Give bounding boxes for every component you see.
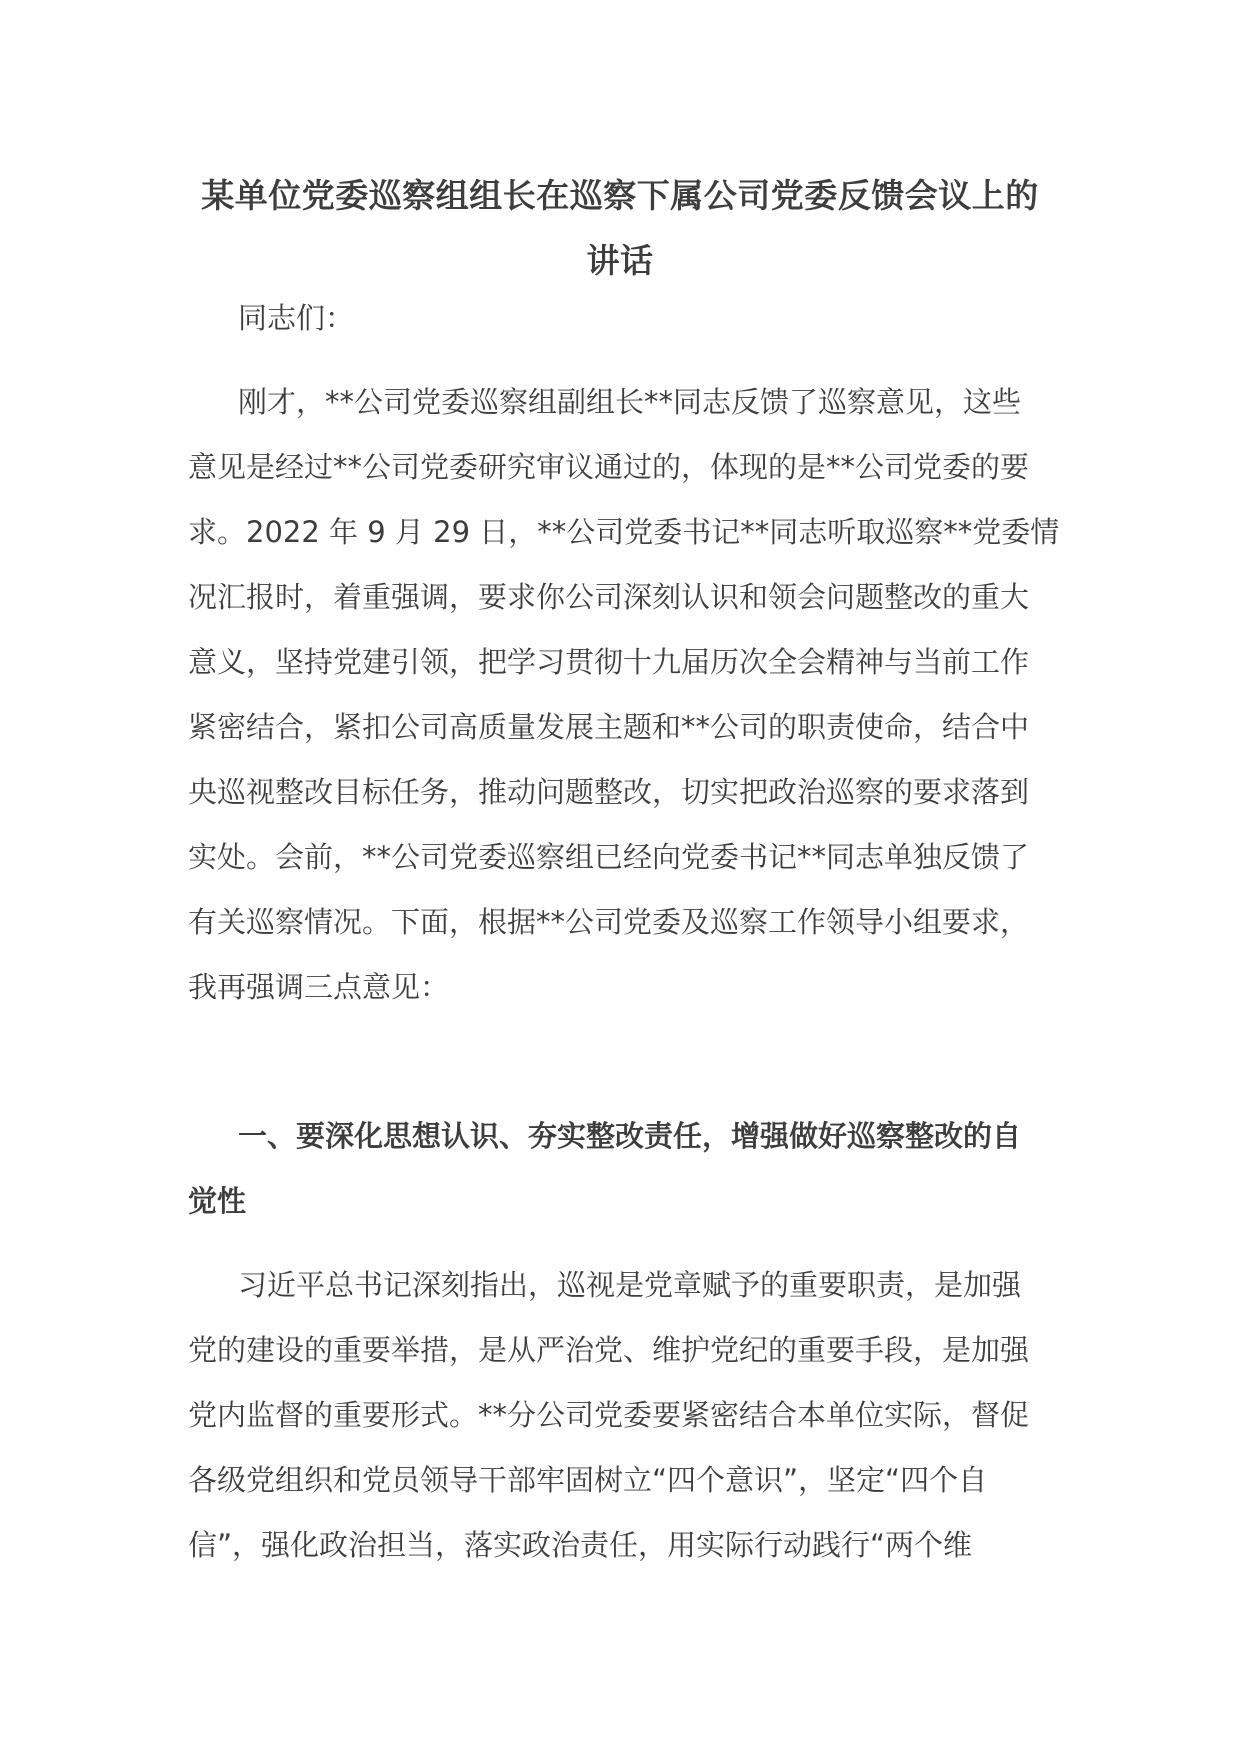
heading-line: 觉性 xyxy=(188,1184,247,1218)
section-heading-1 xyxy=(188,1104,1068,1234)
paragraph-2 xyxy=(188,1253,1068,1578)
paragraph-line: 刚才，**公司党委巡察组副组长**同志反馈了巡察意见，这些 xyxy=(238,385,1022,419)
salutation-text: 同志们： xyxy=(238,301,355,335)
paragraph-line: 意见是经过**公司党委研究审议通过的，体现的是**公司党委的要 xyxy=(188,450,1030,484)
paragraph-line: 信”，强化政治担当，落实政治责任，用实际行动践行“两个维 xyxy=(188,1528,973,1562)
paragraph-line: 求。2022 年 9 月 29 日，**公司党委书记**同志听取巡察**党委情 xyxy=(188,515,1060,549)
paragraph-line: 习近平总书记深刻指出，巡视是党章赋予的重要职责，是加强 xyxy=(238,1268,1022,1302)
paragraph-line: 实处。会前，**公司党委巡察组已经向党委书记**同志单独反馈了 xyxy=(188,840,1030,874)
paragraph-line: 党的建设的重要举措，是从严治党、维护党纪的重要手段，是加强 xyxy=(188,1333,1030,1367)
document-title xyxy=(180,163,1060,293)
paragraph-line: 有关巡察情况。下面，根据**公司党委及巡察工作领导小组要求， xyxy=(188,905,1030,939)
salutation xyxy=(188,286,1068,351)
paragraph-line: 况汇报时，着重强调，要求你公司深刻认识和领会问题整改的重大 xyxy=(188,580,1030,614)
paragraph-line: 央巡视整改目标任务，推动问题整改，切实把政治巡察的要求落到 xyxy=(188,775,1030,809)
paragraph-line: 紧密结合，紧扣公司高质量发展主题和**公司的职责使命，结合中 xyxy=(188,710,1030,744)
paragraph-line: 意义，坚持党建引领，把学习贯彻十九届历次全会精神与当前工作 xyxy=(188,645,1030,679)
title-line-1: 某单位党委巡察组组长在巡察下属公司党委反馈会议上的 xyxy=(201,176,1039,215)
paragraph-1 xyxy=(188,370,1068,1020)
paragraph-line: 各级党组织和党员领导干部牢固树立“四个意识”，坚定“四个自 xyxy=(188,1463,988,1497)
paragraph-line: 党内监督的重要形式。**分公司党委要紧密结合本单位实际，督促 xyxy=(188,1398,1030,1432)
title-line-2: 讲话 xyxy=(586,241,654,280)
heading-line: 一、要深化思想认识、夯实整改责任，增强做好巡察整改的自 xyxy=(238,1119,1022,1153)
paragraph-line: 我再强调三点意见： xyxy=(188,970,450,1004)
